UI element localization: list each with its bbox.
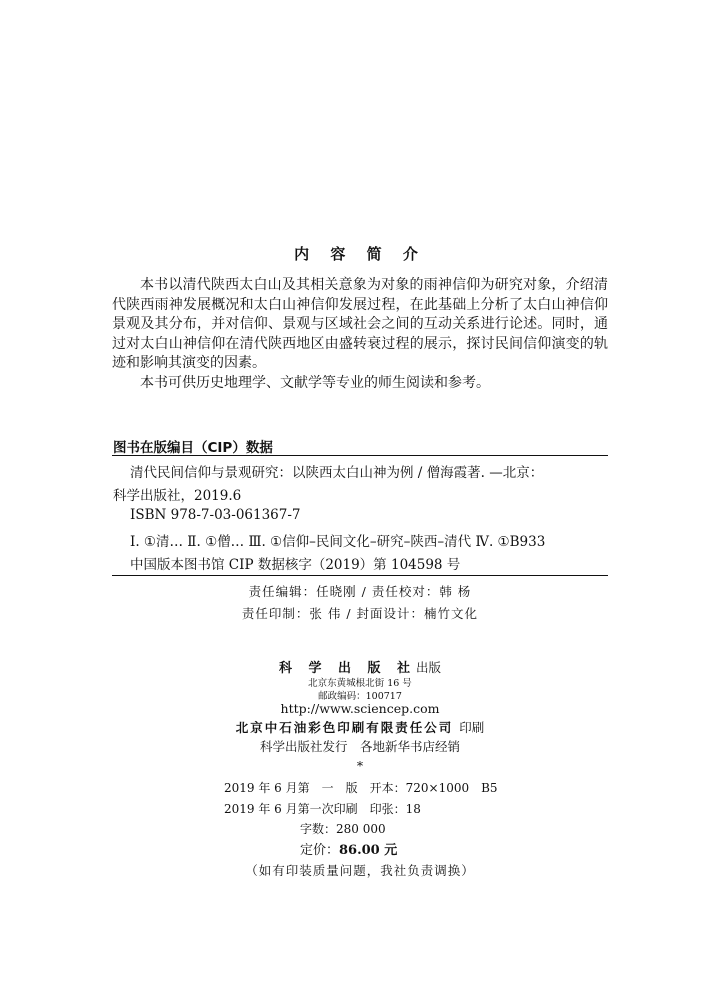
edition-line: 2019 年 6 月第 一 版 开本：720×1000 B5 — [224, 781, 498, 795]
summary-title: 内 容 简 介 — [294, 245, 426, 263]
printer-line — [0, 717, 720, 736]
price-line — [300, 839, 397, 858]
cip-publisher-line: 科学出版社，2019.6 — [113, 488, 242, 504]
publisher-name: 科 学 出 版 社 — [278, 661, 417, 676]
cip-number: 中国版本图书馆 CIP 数据核字（2019）第 104598 号 — [130, 557, 461, 573]
summary-paragraph: 本书以清代陕西太白山及其相关意象为对象的雨神信仰为研究对象，介绍清代陕西雨神发展概况和太白山神信仰发展过程，在此基础上分析了太白山神信仰景观及其分布，并对信仰、景观与区域社会之间的互动关系进行论述。同时，通过对太白山神信仰在清代陕西地区由盛转衰过程的展示，探讨民间信仰演变的轨迹和影响其演变的因素。 — [112, 277, 608, 372]
separator-star: * — [356, 758, 364, 773]
credits-production: 责任印制：张 伟 / 封面设计：楠竹文化 — [241, 606, 479, 621]
printer-suffix: 印刷 — [459, 720, 485, 735]
cip-top-rule — [112, 455, 608, 456]
publisher-address: 北京东黄城根北街 16 号 — [308, 678, 412, 689]
cip-classification: Ⅰ. ①清… Ⅱ. ①僧… Ⅲ. ①信仰–民间文化–研究–陕西–清代 Ⅳ. ①B933 — [130, 534, 546, 550]
printing-line: 2019 年 6 月第一次印刷 印张：18 — [224, 802, 421, 816]
publisher-name-line — [0, 657, 720, 676]
publisher-postcode: 邮政编码：100717 — [318, 691, 402, 702]
price-label: 定价： — [300, 843, 340, 858]
word-count: 字数：280 000 — [300, 822, 386, 836]
summary-body — [112, 276, 608, 394]
cip-heading: 图书在版编目（CIP）数据 — [113, 440, 273, 456]
price-value: 86.00 元 — [339, 843, 398, 858]
cip-bottom-rule — [112, 575, 608, 576]
quality-notice: （如有印装质量问题，我社负责调换） — [245, 863, 475, 878]
cip-isbn: ISBN 978-7-03-061367-7 — [130, 507, 301, 523]
cip-title-line: 清代民间信仰与景观研究：以陕西太白山神为例 / 僧海霞著. —北京： — [130, 465, 544, 481]
printer-name: 北京中石油彩色印刷有限责任公司 — [235, 720, 454, 735]
credits-editors: 责任编辑：任晓刚 / 责任校对：韩 杨 — [248, 584, 472, 599]
distribution-line: 科学出版社发行 各地新华书店经销 — [259, 739, 460, 754]
publisher-url: http://www.sciencep.com — [280, 701, 440, 716]
publisher-name-suffix: 出版 — [416, 660, 442, 675]
summary-paragraph: 本书可供历史地理学、文献学等专业的师生阅读和参考。 — [140, 374, 490, 391]
